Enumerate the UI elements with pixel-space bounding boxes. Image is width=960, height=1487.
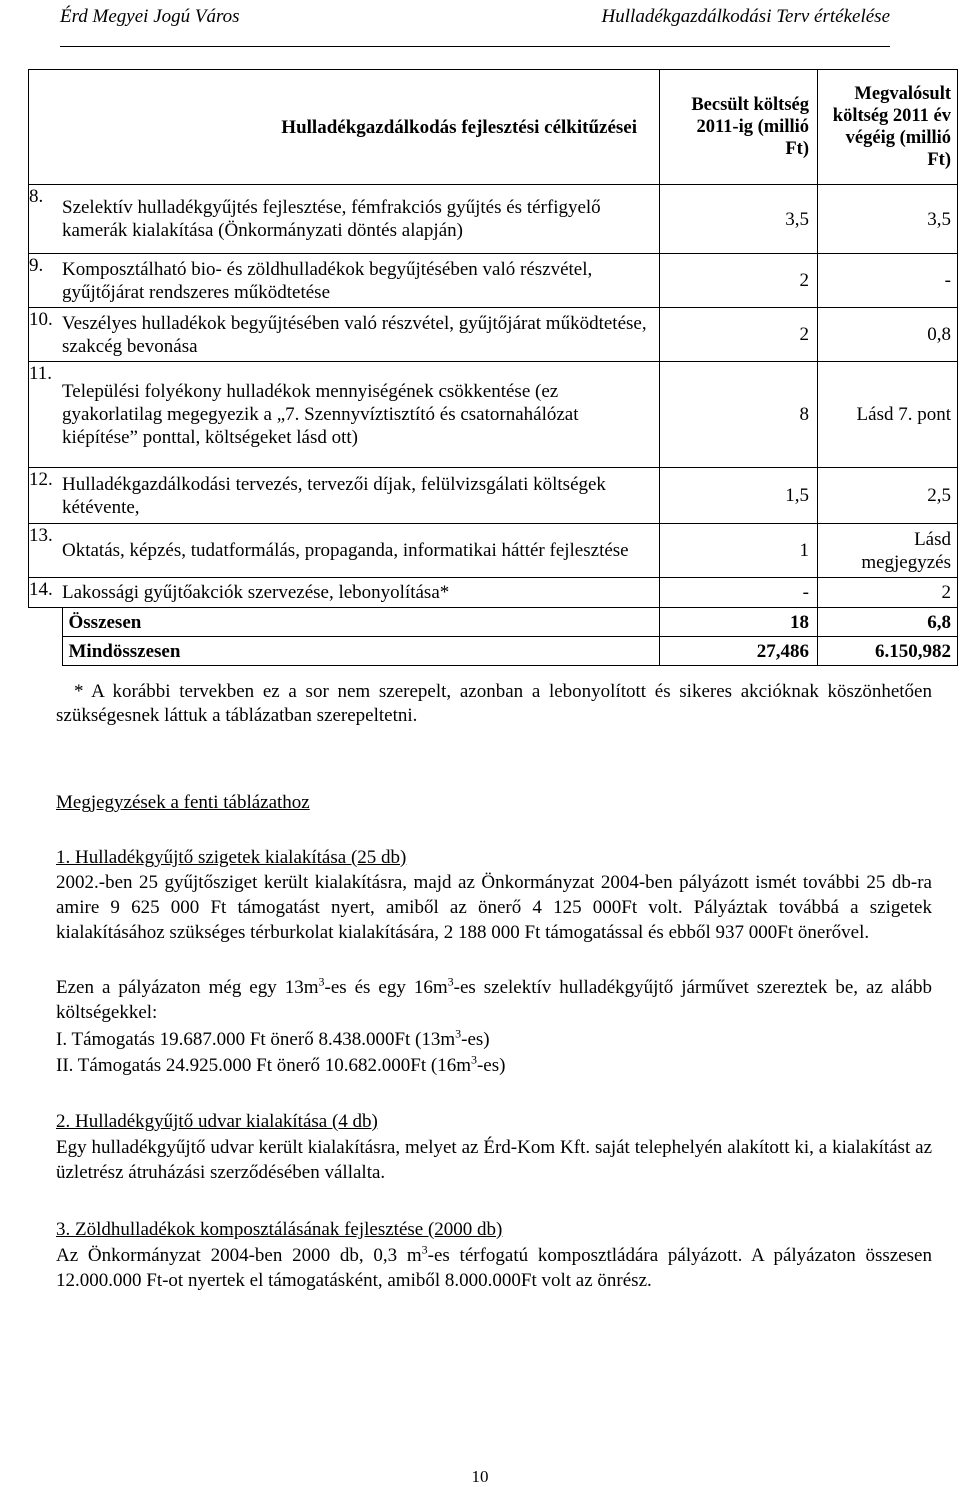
support-line-2 bbox=[56, 1053, 932, 1078]
table-row bbox=[29, 254, 958, 308]
row-estimated: 1 bbox=[660, 524, 818, 578]
row-realized: 0,8 bbox=[818, 308, 958, 362]
row-realized: 2 bbox=[818, 578, 958, 608]
col-estimated-header: Becsült költség 2011-ig (millió Ft) bbox=[660, 70, 818, 185]
header-left: Érd Megyei Jogú Város bbox=[60, 6, 240, 27]
superscript: 3 bbox=[470, 1052, 477, 1067]
table-row bbox=[29, 468, 958, 524]
row-estimated: 8 bbox=[660, 362, 818, 468]
row-description: Hulladékgazdálkodási tervezés, tervezői díjak, felülvizsgálati költségek kétévente, bbox=[62, 468, 660, 524]
superscript: 3 bbox=[318, 974, 325, 989]
table-row bbox=[29, 362, 958, 468]
cost-table bbox=[28, 69, 958, 666]
row-number: 10. bbox=[29, 308, 63, 362]
section-3-title: 3. Zöldhulladékok komposztálásának fejlesztése (2000 db) bbox=[56, 1219, 503, 1240]
row-estimated: 3,5 bbox=[660, 185, 818, 254]
total-realized: 6,8 bbox=[818, 608, 958, 637]
section-1-title: 1. Hulladékgyűjtő szigetek kialakítása (25 db) bbox=[56, 847, 407, 868]
row-estimated: 1,5 bbox=[660, 468, 818, 524]
superscript: 3 bbox=[447, 974, 454, 989]
row-number: 8. bbox=[29, 185, 63, 254]
table-footnote: * A korábbi tervekben ez a sor nem szerepelt, azonban a lebonyolított és sikeres akcióknak köszönhetően szükségesnek láttuk a táblázatban szerepeltetni. bbox=[56, 681, 932, 726]
section-1-vehicles bbox=[56, 975, 932, 1025]
section-2-title: 2. Hulladékgyűjtő udvar kialakítása (4 db) bbox=[56, 1111, 378, 1132]
row-realized: - bbox=[818, 254, 958, 308]
text-part: I. Támogatás 19.687.000 Ft önerő 8.438.000Ft (13m bbox=[56, 1029, 456, 1050]
row-realized: Lásd megjegyzés bbox=[818, 524, 958, 578]
text-part: -es) bbox=[461, 1029, 490, 1050]
table-row bbox=[29, 524, 958, 578]
text-part: -es) bbox=[476, 1055, 506, 1076]
row-number: 12. bbox=[29, 468, 63, 524]
row-description: Települési folyékony hulladékok mennyiségének csökkentése (ez gyakorlatilag megegyezik a „7. Szennyvíztisztító és csatornahálózat kiépítése” ponttal, költségeket lásd ott) bbox=[62, 362, 660, 468]
header-right: Hulladékgazdálkodási Terv értékelése bbox=[601, 6, 890, 27]
text-part: -es térfogatú komposztládára pályázott. A pályázaton összesen 12.000.000 Ft-ot nyertek el támogatásként, amiből 8.000.000Ft volt az önrész. bbox=[56, 1245, 932, 1291]
grand-total-estimated: 27,486 bbox=[660, 637, 818, 666]
text-part: Ezen a pályázaton még egy 13m bbox=[56, 977, 319, 998]
row-number: 11. bbox=[29, 362, 63, 468]
grand-total-label: Mindösszesen bbox=[62, 637, 660, 666]
table-row bbox=[29, 308, 958, 362]
row-estimated: 2 bbox=[660, 308, 818, 362]
row-realized: 3,5 bbox=[818, 185, 958, 254]
grand-total-realized: 6.150,982 bbox=[818, 637, 958, 666]
total-estimated: 18 bbox=[660, 608, 818, 637]
row-realized: Lásd 7. pont bbox=[818, 362, 958, 468]
total-label: Összesen bbox=[62, 608, 660, 637]
text-part: II. Támogatás 24.925.000 Ft önerő 10.682.000Ft (16m bbox=[56, 1055, 471, 1076]
row-number: 14. bbox=[29, 578, 63, 608]
row-realized: 2,5 bbox=[818, 468, 958, 524]
text-part: -es és egy 16m bbox=[324, 977, 448, 998]
row-description: Veszélyes hulladékok begyűjtésében való részvétel, gyűjtőjárat működtetése, szakcég bevonása bbox=[62, 308, 660, 362]
page-number: 10 bbox=[471, 1467, 489, 1486]
table-row bbox=[29, 185, 958, 254]
blank-cell bbox=[29, 637, 63, 666]
col-realized-header: Megvalósult költség 2011 év végéig (millió Ft) bbox=[818, 70, 958, 185]
row-description: Szelektív hulladékgyűjtés fejlesztése, fémfrakciós gyűjtés és térfigyelő kamerák kialakítása (Önkormányzati döntés alapján) bbox=[62, 185, 660, 254]
total-row bbox=[29, 608, 958, 637]
superscript: 3 bbox=[421, 1242, 428, 1257]
row-estimated: 2 bbox=[660, 254, 818, 308]
row-number: 9. bbox=[29, 254, 63, 308]
row-description: Oktatás, képzés, tudatformálás, propaganda, informatikai háttér fejlesztése bbox=[62, 524, 660, 578]
grand-total-row bbox=[29, 637, 958, 666]
text-part: Az Önkormányzat 2004-ben 2000 db, 0,3 m bbox=[56, 1245, 422, 1266]
row-number: 13. bbox=[29, 524, 63, 578]
row-estimated: - bbox=[660, 578, 818, 608]
section-2-paragraph: Egy hulladékgyűjtő udvar került kialakításra, melyet az Érd-Kom Kft. saját telephelyén alakított ki, a kialakítást az üzletrész átruházási szerződésében vállalta. bbox=[56, 1137, 932, 1183]
section-3-paragraph bbox=[56, 1243, 932, 1293]
row-description: Lakossági gyűjtőakciók szervezése, lebonyolítása* bbox=[62, 578, 660, 608]
table-title: Hulladékgazdálkodás fejlesztési célkitűzései bbox=[29, 70, 660, 185]
row-description: Komposztálható bio- és zöldhulladékok begyűjtésében való részvétel, gyűjtőjárat rendszeres működtetése bbox=[62, 254, 660, 308]
support-line-1 bbox=[56, 1027, 932, 1052]
blank-cell bbox=[29, 608, 63, 637]
section-1-paragraph: 2002.-ben 25 gyűjtősziget került kialakításra, majd az Önkormányzat 2004-ben pályázott ismét további 25 db-ra amire 9 625 000 Ft támogatást nyert, amiből az önerő 4 125 000Ft volt. Pályáztak továbbá a szigetek kialakításához szükséges térburkolat kialakítására, 2 188 000 Ft támogatással és ebből 937 000Ft önerővel. bbox=[56, 872, 932, 943]
text-part: -es szelektív hulladékgyűjtő járművet szereztek be, az alább költségekkel: bbox=[56, 977, 932, 1023]
table-row bbox=[29, 578, 958, 608]
table-header-row bbox=[29, 70, 958, 185]
superscript: 3 bbox=[455, 1026, 462, 1041]
notes-heading: Megjegyzések a fenti táblázathoz bbox=[56, 792, 310, 813]
page-header bbox=[60, 4, 890, 47]
